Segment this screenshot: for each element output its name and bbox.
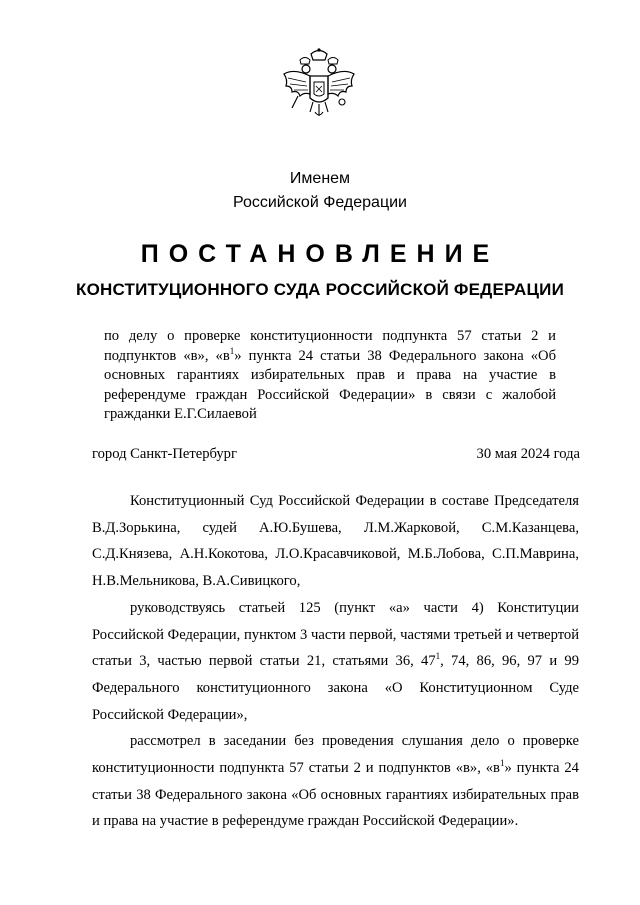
decision-date: 30 мая 2024 года	[476, 446, 580, 462]
document-subtitle: КОНСТИТУЦИОННОГО СУДА РОССИЙСКОЙ ФЕДЕРАЦИИ	[76, 280, 564, 299]
case-description	[104, 327, 556, 425]
case-superscript: 1	[229, 345, 235, 356]
in-the-name-line2: Российской Федерации	[233, 194, 407, 211]
paragraph-guided-by-sup: 1	[435, 651, 441, 662]
document-title: ПОСТАНОВЛЕНИЕ	[140, 240, 500, 268]
paragraph-considered-part2: » пункта 24 статьи 38 Федерального закона «Об основных гарантиях избирательных прав и права на участие в референдуме граждан Российской Федерации».	[92, 760, 579, 830]
case-text-part2: » пункта 24 статьи 38 Федерального закона «Об основных гарантиях избирательных прав и права на участие в референдуме граждан Российской Федерации» в связи с жалобой гражданки Е.Г.Силаевой	[104, 347, 556, 422]
paragraph-considered	[92, 728, 579, 835]
coat-of-arms-icon	[280, 46, 358, 134]
in-the-name-line1: Именем	[289, 170, 351, 187]
paragraph-guided-by	[92, 595, 579, 729]
case-text-part1: по делу о проверке конституционности подпункта 57 статьи 2 и подпунктов «в», «в	[104, 328, 556, 364]
city: город Санкт-Петербург	[92, 446, 237, 462]
paragraph-composition: Конституционный Суд Российской Федерации в составе Председателя В.Д.Зорькина, судей А.Ю.Бушева, Л.М.Жарковой, С.М.Казанцева, С.Д.Князева, А.Н.Кокотова, Л.О.Красавчиковой, М.Б.Лобова, С.П.Маврина, Н.В.Мельникова, В.А.Сивицкого,	[92, 493, 579, 590]
paragraph-considered-sup: 1	[499, 758, 505, 769]
document-body	[92, 488, 579, 835]
paragraph-guided-by-part1: руководствуясь статьей 125 (пункт «а» части 4) Конституции Российской Федерации, пунктом 3 части первой, частями третьей и четвертой статьи 3, частью первой статьи 21, статьями 36, 47	[92, 599, 579, 670]
paragraph-guided-by-part2: , 74, 86, 96, 97 и 99 Федерального конституционного закона «О Конституционном Суде Российской Федерации»,	[92, 653, 579, 723]
paragraph-considered-part1: рассмотрел в заседании без проведения слушания дело о проверке конституционности подпункта 57 статьи 2 и подпунктов «в», «в	[92, 733, 579, 777]
